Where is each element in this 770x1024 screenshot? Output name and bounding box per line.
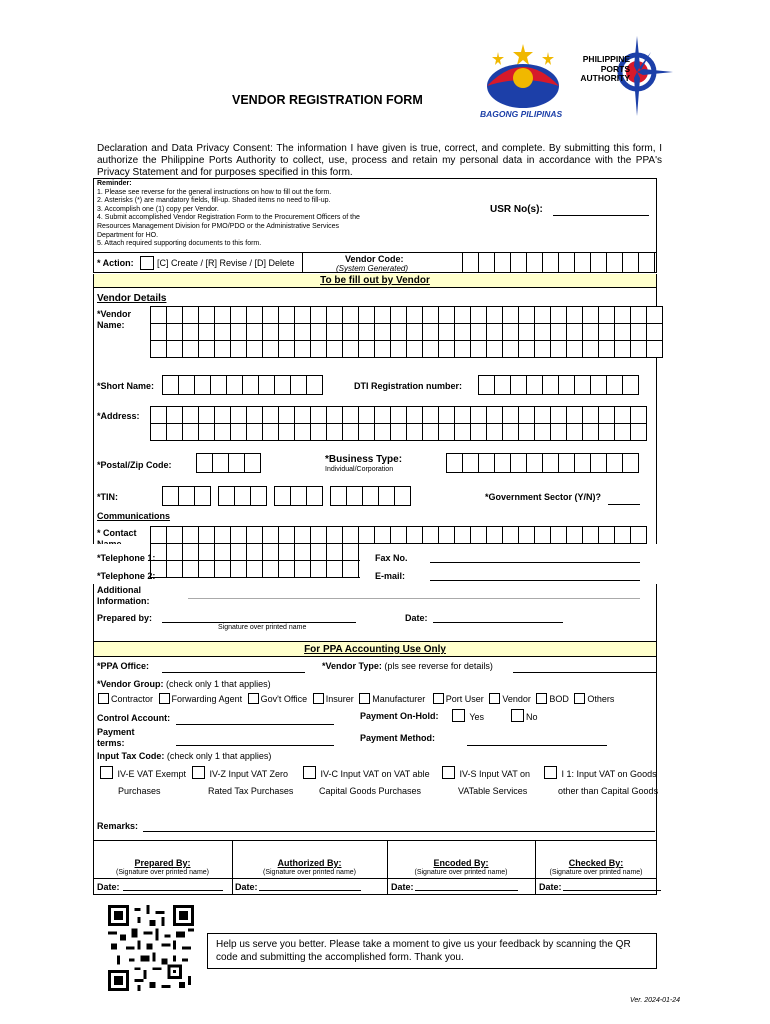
postal-boxes[interactable] (196, 453, 261, 473)
vendor-code-note: (System Generated) (336, 264, 409, 273)
tax-code-iv-e[interactable]: IV-E VAT Exempt (100, 766, 186, 779)
payment-hold-yes[interactable]: Yes (452, 709, 484, 722)
prepared-date-label: Date: (405, 613, 428, 623)
form-title: VENDOR REGISTRATION FORM (232, 93, 423, 107)
tin-boxes-3[interactable] (274, 486, 323, 506)
postal-label: *Postal/Zip Code: (97, 460, 172, 470)
sig-checked-date-field[interactable] (563, 890, 661, 891)
sig-authorized-note: (Signature over printed name) (263, 869, 356, 876)
email-field[interactable] (430, 580, 640, 581)
fax-label: Fax No. (375, 553, 408, 563)
group-insurer[interactable]: Insurer (313, 694, 354, 704)
business-type-label: *Business Type: (325, 454, 403, 465)
sig-encoded-date-field[interactable] (415, 890, 518, 891)
group-forwarding-agent[interactable]: Forwarding Agent (159, 694, 243, 704)
signature-table (93, 841, 657, 895)
prepared-sig-note: Signature over printed name (218, 624, 307, 631)
vendor-name-label: *Vendor Name: (97, 309, 132, 330)
telephone2-label: *Telephone 2: (97, 571, 156, 581)
vendor-type-label: *Vendor Type: (pls see reverse for details) (322, 661, 493, 671)
vendor-code-boxes (462, 253, 655, 273)
group-govt-office[interactable]: Gov't Office (248, 694, 308, 704)
sig-encoded-note: (Signature over printed name) (414, 869, 508, 876)
group-contractor[interactable]: Contractor (98, 694, 153, 704)
address-boxes[interactable] (150, 406, 647, 441)
sig-prepared-note: (Signature over printed name) (116, 869, 209, 876)
action-checkbox[interactable] (140, 256, 154, 270)
tin-boxes-1[interactable] (162, 486, 211, 506)
payment-terms-label: Payment terms: (97, 727, 135, 748)
action-options: [C] Create / [R] Revise / [D] Delete (157, 258, 295, 268)
tax-code-iv-c[interactable]: IV-C Input VAT on VAT able (303, 766, 430, 779)
ppa-section-frame (93, 656, 657, 841)
tin-boxes-2[interactable] (218, 486, 267, 506)
additional-info-field[interactable] (188, 598, 640, 599)
group-bod[interactable]: BOD (536, 694, 569, 704)
tax-desc-iv-z: Rated Tax Purchases (208, 786, 294, 796)
feedback-text: Help us serve you better. Please take a moment to give us your feedback by scanning the QR code and submitting the accomplished form. Thank you. (216, 939, 631, 963)
sig-checked-date-label: Date: (539, 882, 562, 892)
group-port-user[interactable]: Port User (433, 694, 484, 704)
remarks-label: Remarks: (97, 821, 139, 831)
short-name-label: *Short Name: (97, 381, 155, 391)
sig-prepared-date-field[interactable] (123, 890, 223, 891)
fill-banner: To be fill out by Vendor (93, 274, 657, 288)
sig-prepared-date-label: Date: (97, 882, 120, 892)
communications-heading: Communications (97, 511, 171, 521)
tax-code-iv-s[interactable]: IV-S Input VAT on (442, 766, 530, 779)
reminder-text: Reminder: 1. Please see reverse for the general instructions on how to fill out the form. 2. Asterisks (*) are mandatory fields, fill-up. Shaded items no need to fill-up. 3. Accomplish one (1) copy per Vendor. 4. Submit accomplished Vendor Registration Form to the Procurement Officers of the Resources Management Division for PMO/PDO or the Administrative Services Department for HO. 5. Attach required supporting documents to this form. (97, 180, 360, 248)
tin-label: *TIN: (97, 492, 118, 502)
additional-info-label: Additional Information: (97, 585, 150, 606)
vendor-details-heading: Vendor Details (97, 293, 167, 304)
payment-hold-label: Payment On-Hold: (360, 711, 439, 721)
tax-desc-iv-e: Purchases (118, 786, 161, 796)
feedback-box (207, 933, 657, 969)
telephone1-label: *Telephone 1: (97, 553, 156, 563)
sig-authorized-date-field[interactable] (259, 890, 361, 891)
usr-field[interactable] (553, 215, 649, 216)
tin-boxes-4[interactable] (330, 486, 411, 506)
tax-code-iv-z[interactable]: IV-Z Input VAT Zero (192, 766, 288, 779)
group-manufacturer[interactable]: Manufacturer (359, 694, 425, 704)
business-type-note: Individual/Corporation (325, 466, 394, 473)
sig-checked-note: (Signature over printed name) (549, 869, 643, 876)
sig-encoded-date-label: Date: (391, 882, 414, 892)
usr-label: USR No(s): (490, 204, 543, 215)
version-text: Ver. 2024-01-24 (630, 997, 681, 1004)
sig-checked-title: Checked By: (568, 858, 624, 868)
qr-code[interactable] (108, 905, 194, 991)
tax-desc-iv-c: Capital Goods Purchases (319, 786, 422, 796)
prepared-date-field[interactable] (433, 622, 563, 623)
payment-method-label: Payment Method: (360, 733, 436, 743)
gov-sector-field[interactable] (608, 504, 640, 505)
contact-label: * Contact (97, 528, 137, 538)
short-name-boxes[interactable] (162, 375, 323, 395)
control-account-label: Control Account: (97, 713, 171, 723)
address-label: *Address: (97, 411, 140, 421)
input-tax-label: Input Tax Code: (check only 1 that applies) (97, 751, 272, 761)
vendor-name-boxes[interactable] (150, 306, 663, 358)
fax-field[interactable] (430, 562, 640, 563)
business-type-boxes[interactable] (446, 453, 639, 473)
ppa-office-label: *PPA Office: (97, 661, 150, 671)
tax-code-i1[interactable]: I 1: Input VAT on Goods (544, 766, 657, 779)
sig-authorized-date-label: Date: (235, 882, 258, 892)
sig-encoded-title: Encoded By: (433, 858, 489, 868)
ppa-logo-text: PHILIPPINE PORTS AUTHORITY (580, 54, 630, 83)
sig-prepared-title: Prepared By: (134, 858, 191, 868)
group-others[interactable]: Others (574, 694, 614, 704)
dti-label: DTI Registration number: (354, 381, 463, 391)
prepared-by-label: Prepared by: (97, 613, 153, 623)
sig-authorized-title: Authorized By: (277, 858, 342, 868)
vendor-code-label: Vendor Code: (345, 254, 404, 264)
prepared-by-field[interactable] (162, 622, 356, 623)
gov-sector-label: *Government Sector (Y/N)? (485, 492, 602, 502)
group-vendor[interactable]: Vendor (489, 694, 531, 704)
tax-desc-iv-s: VATable Services (458, 786, 528, 796)
payment-hold-no[interactable]: No (511, 709, 538, 722)
ppa-banner: For PPA Accounting Use Only (93, 641, 657, 657)
dti-boxes[interactable] (478, 375, 639, 395)
vendor-group-label: *Vendor Group: (check only 1 that applies) (97, 679, 271, 689)
bagong-pilipinas-text: BAGONG PILIPINAS (480, 109, 563, 119)
tax-desc-i1: other than Capital Goods (558, 786, 659, 796)
consent-text: Declaration and Data Privacy Consent: The information I have given is true, correct, and complete. By submitting this form, I authorize the Philippine Ports Authority to collect, use, process and retain my personal data in accordance with the PPA's Privacy Statement and for purposes specified in this form. (97, 143, 662, 178)
action-label: * Action: (97, 258, 134, 268)
email-label: E-mail: (375, 571, 406, 581)
